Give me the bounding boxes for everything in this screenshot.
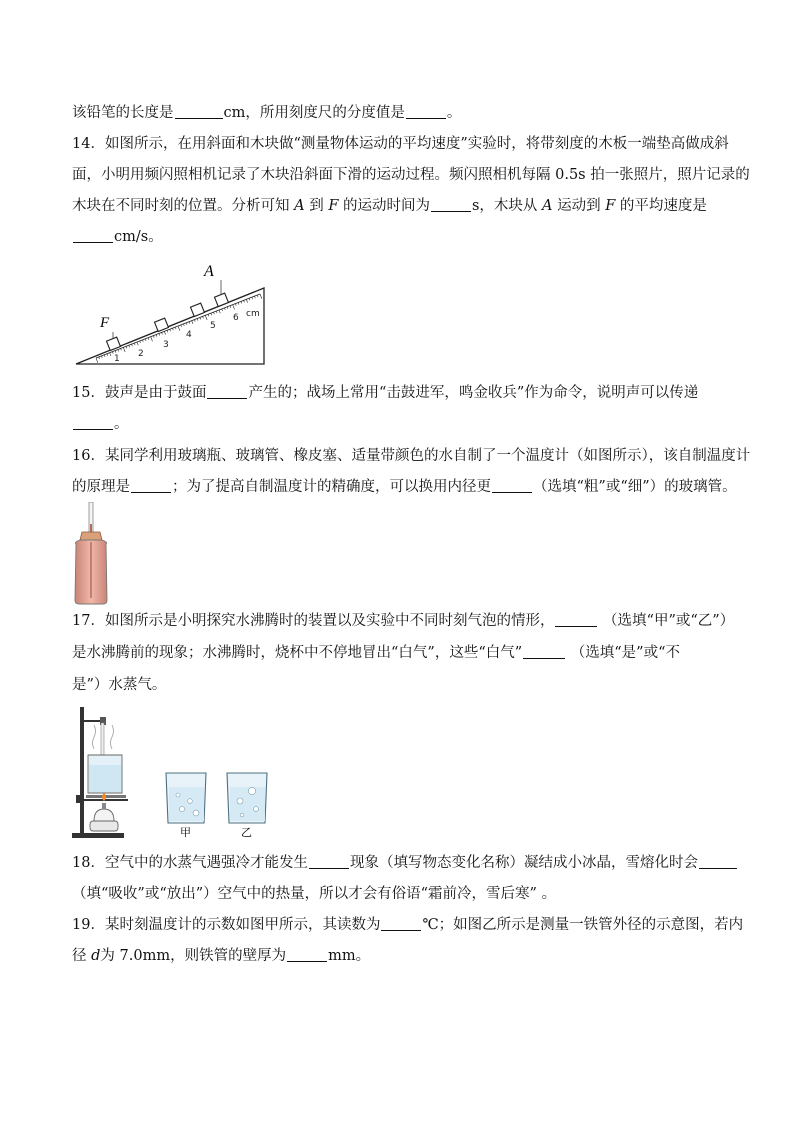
- q19-line-1: 19．某时刻温度计的示数如图甲所示，其读数为 ℃；如图乙所示是测量一铁管外径的示意图，若内: [72, 917, 744, 933]
- tick-label: 4: [186, 330, 192, 340]
- answer-blank[interactable]: [73, 228, 113, 243]
- q18-line-2: （填“吸收”或“放出”）空气中的热量，所以才会有俗语“霜前冷，雪后寒” 。: [72, 886, 557, 902]
- tick-label: 1: [114, 354, 120, 364]
- label-A: A: [204, 263, 214, 280]
- boiling-apparatus-figure: [70, 705, 280, 841]
- answer-blank[interactable]: [699, 854, 737, 869]
- answer-blank[interactable]: [309, 854, 349, 869]
- q14-line-4: cm/s。: [72, 227, 163, 247]
- label-yi: 乙: [241, 826, 252, 839]
- answer-blank[interactable]: [175, 104, 223, 119]
- tick-label: 6: [233, 313, 239, 323]
- answer-blank[interactable]: [406, 104, 446, 119]
- label-jia: 甲: [180, 826, 191, 839]
- answer-blank[interactable]: [555, 612, 597, 627]
- q15-line-1: 15．鼓声是由于鼓面 产生的；战场上常用“击鼓进军，鸣金收兵”作为命令，说明声可以传递: [72, 385, 699, 401]
- answer-blank[interactable]: [523, 644, 565, 659]
- tick-label: 2: [138, 349, 144, 359]
- q19-line-2: 径 d为 7.0mm，则铁管的壁厚为 mm。: [72, 948, 371, 964]
- answer-blank[interactable]: [73, 415, 113, 430]
- answer-blank[interactable]: [492, 478, 532, 493]
- q16-line-1: 16．某同学利用玻璃瓶、玻璃管、橡皮塞、适量带颜色的水自制了一个温度计（如图所示），该自制温度计: [72, 448, 751, 464]
- unit-label: cm: [246, 309, 260, 319]
- q18-line-1: 18．空气中的水蒸气遇强冷才能发生 现象（填写物态变化名称）凝结成小冰晶，雪熔化时会: [72, 853, 738, 873]
- answer-blank[interactable]: [381, 916, 421, 931]
- q17-line-1: 17．如图所示是小明探究水沸腾时的装置以及实验中不同时刻气泡的情形， （选填“甲”或“乙”）: [72, 613, 735, 629]
- q14-line-1: 14．如图所示，在用斜面和木块做“测量物体运动的平均速度”实验时，将带刻度的木板一端垫高做成斜: [72, 136, 729, 152]
- q13-line: 该铅笔的长度是 cm，所用刻度尺的分度值是 。: [72, 105, 462, 121]
- q17-line-2: 是水沸腾前的现象；水沸腾时，烧杯中不停地冒出“白气”，这些“白气” （选填“是”或“不: [72, 645, 681, 661]
- incline-figure: [70, 258, 270, 370]
- answer-blank[interactable]: [431, 197, 471, 212]
- answer-blank[interactable]: [207, 384, 247, 399]
- answer-blank[interactable]: [131, 478, 171, 493]
- tick-label: 5: [210, 321, 216, 331]
- q17-line-3: 是”）水蒸气。: [72, 677, 167, 693]
- tick-label: 3: [163, 340, 169, 350]
- q16-line-2: 的原理是 ；为了提高自制温度计的精确度，可以换用内径更 （选填“粗”或“细”）的玻璃管。: [72, 479, 737, 495]
- q15-line-2: 。: [72, 414, 129, 434]
- q14-line-2: 面，小明用频闪照相机记录了木块沿斜面下滑的运动过程。频闪照相机每隔 0.5s 拍一张照片，照片记录的: [72, 167, 750, 183]
- bottle-thermometer-figure: [70, 502, 114, 606]
- label-F: F: [100, 315, 110, 331]
- q14-line-3: 木块在不同时刻的位置。分析可知 A 到 F 的运动时间为 s，木块从 A 运动到 F 的平均速度是: [72, 198, 707, 214]
- answer-blank[interactable]: [287, 947, 327, 962]
